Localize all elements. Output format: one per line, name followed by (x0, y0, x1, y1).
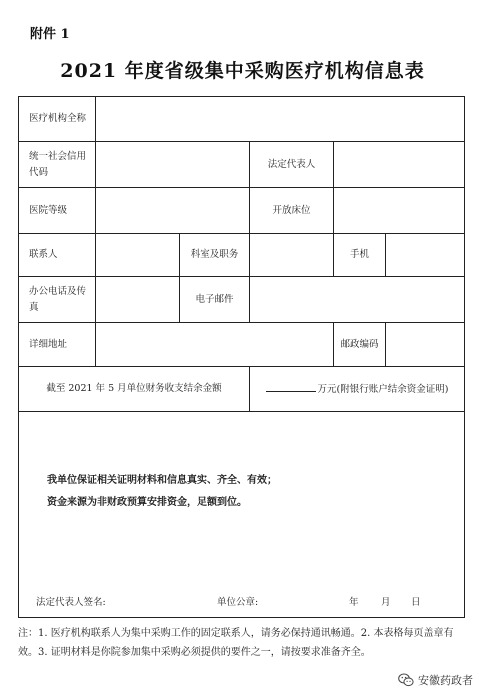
contact-label: 联系人 (19, 234, 96, 277)
department-field[interactable] (250, 234, 334, 277)
signature-label: 法定代表人签名: (36, 596, 106, 608)
address-field[interactable] (96, 323, 334, 367)
address-label: 详细地址 (19, 323, 96, 367)
wechat-icon (398, 673, 414, 687)
year-label: 年 (349, 596, 359, 608)
email-label: 电子邮件 (180, 277, 250, 323)
office-phone-label: 办公电话及传真 (19, 277, 96, 323)
postal-code-field[interactable] (386, 323, 465, 367)
legal-rep-label: 法定代表人 (250, 142, 334, 188)
info-form-table (18, 96, 465, 618)
attachment-label: 附件 1 (30, 27, 70, 42)
balance-field[interactable] (250, 367, 465, 412)
mobile-field[interactable] (386, 234, 465, 277)
credit-code-label: 统一社会信用代码 (19, 142, 96, 188)
contact-field[interactable] (96, 234, 180, 277)
declaration-cell (19, 412, 465, 618)
hospital-level-label: 医院等级 (19, 188, 96, 234)
declaration-block (19, 420, 464, 610)
beds-label: 开放床位 (250, 188, 334, 234)
department-label: 科室及职务 (180, 234, 250, 277)
watermark-text: 安徽药政者 (418, 674, 473, 687)
declaration-line-1: 我单位保证相关证明材料和信息真实、齐全、有效； (47, 474, 277, 486)
institution-name-field[interactable] (96, 97, 465, 142)
beds-field[interactable] (334, 188, 465, 234)
page-title: 2021 年度省级集中采购医疗机构信息表 (60, 60, 425, 82)
balance-label: 截至 2021 年 5 月单位财务收支结余金额 (19, 367, 250, 412)
office-phone-field[interactable] (96, 277, 180, 323)
balance-blank[interactable] (266, 381, 316, 392)
legal-rep-field[interactable] (334, 142, 465, 188)
hospital-level-field[interactable] (96, 188, 250, 234)
mobile-label: 手机 (334, 234, 386, 277)
declaration-text (47, 470, 277, 514)
month-label: 月 (381, 596, 391, 608)
footnote: 注：1. 医疗机构联系人为集中采购工作的固定联系人，请务必保持通讯畅通。2. 本表格每页盖章有效。3. 证明材料是你院参加集中采购必须提供的要件之一，请按要求准备齐全。 (18, 628, 454, 658)
credit-code-field[interactable] (96, 142, 250, 188)
balance-unit: 万元(附银行账户结余资金证明) (317, 383, 449, 395)
day-label: 日 (411, 596, 421, 608)
postal-code-label: 邮政编码 (334, 323, 386, 367)
declaration-line-2: 资金来源为非财政预算安排资金，足额到位。 (47, 496, 247, 508)
institution-name-label: 医疗机构全称 (19, 97, 96, 142)
seal-label: 单位公章: (217, 596, 259, 608)
watermark (398, 672, 473, 688)
email-field[interactable] (250, 277, 465, 323)
